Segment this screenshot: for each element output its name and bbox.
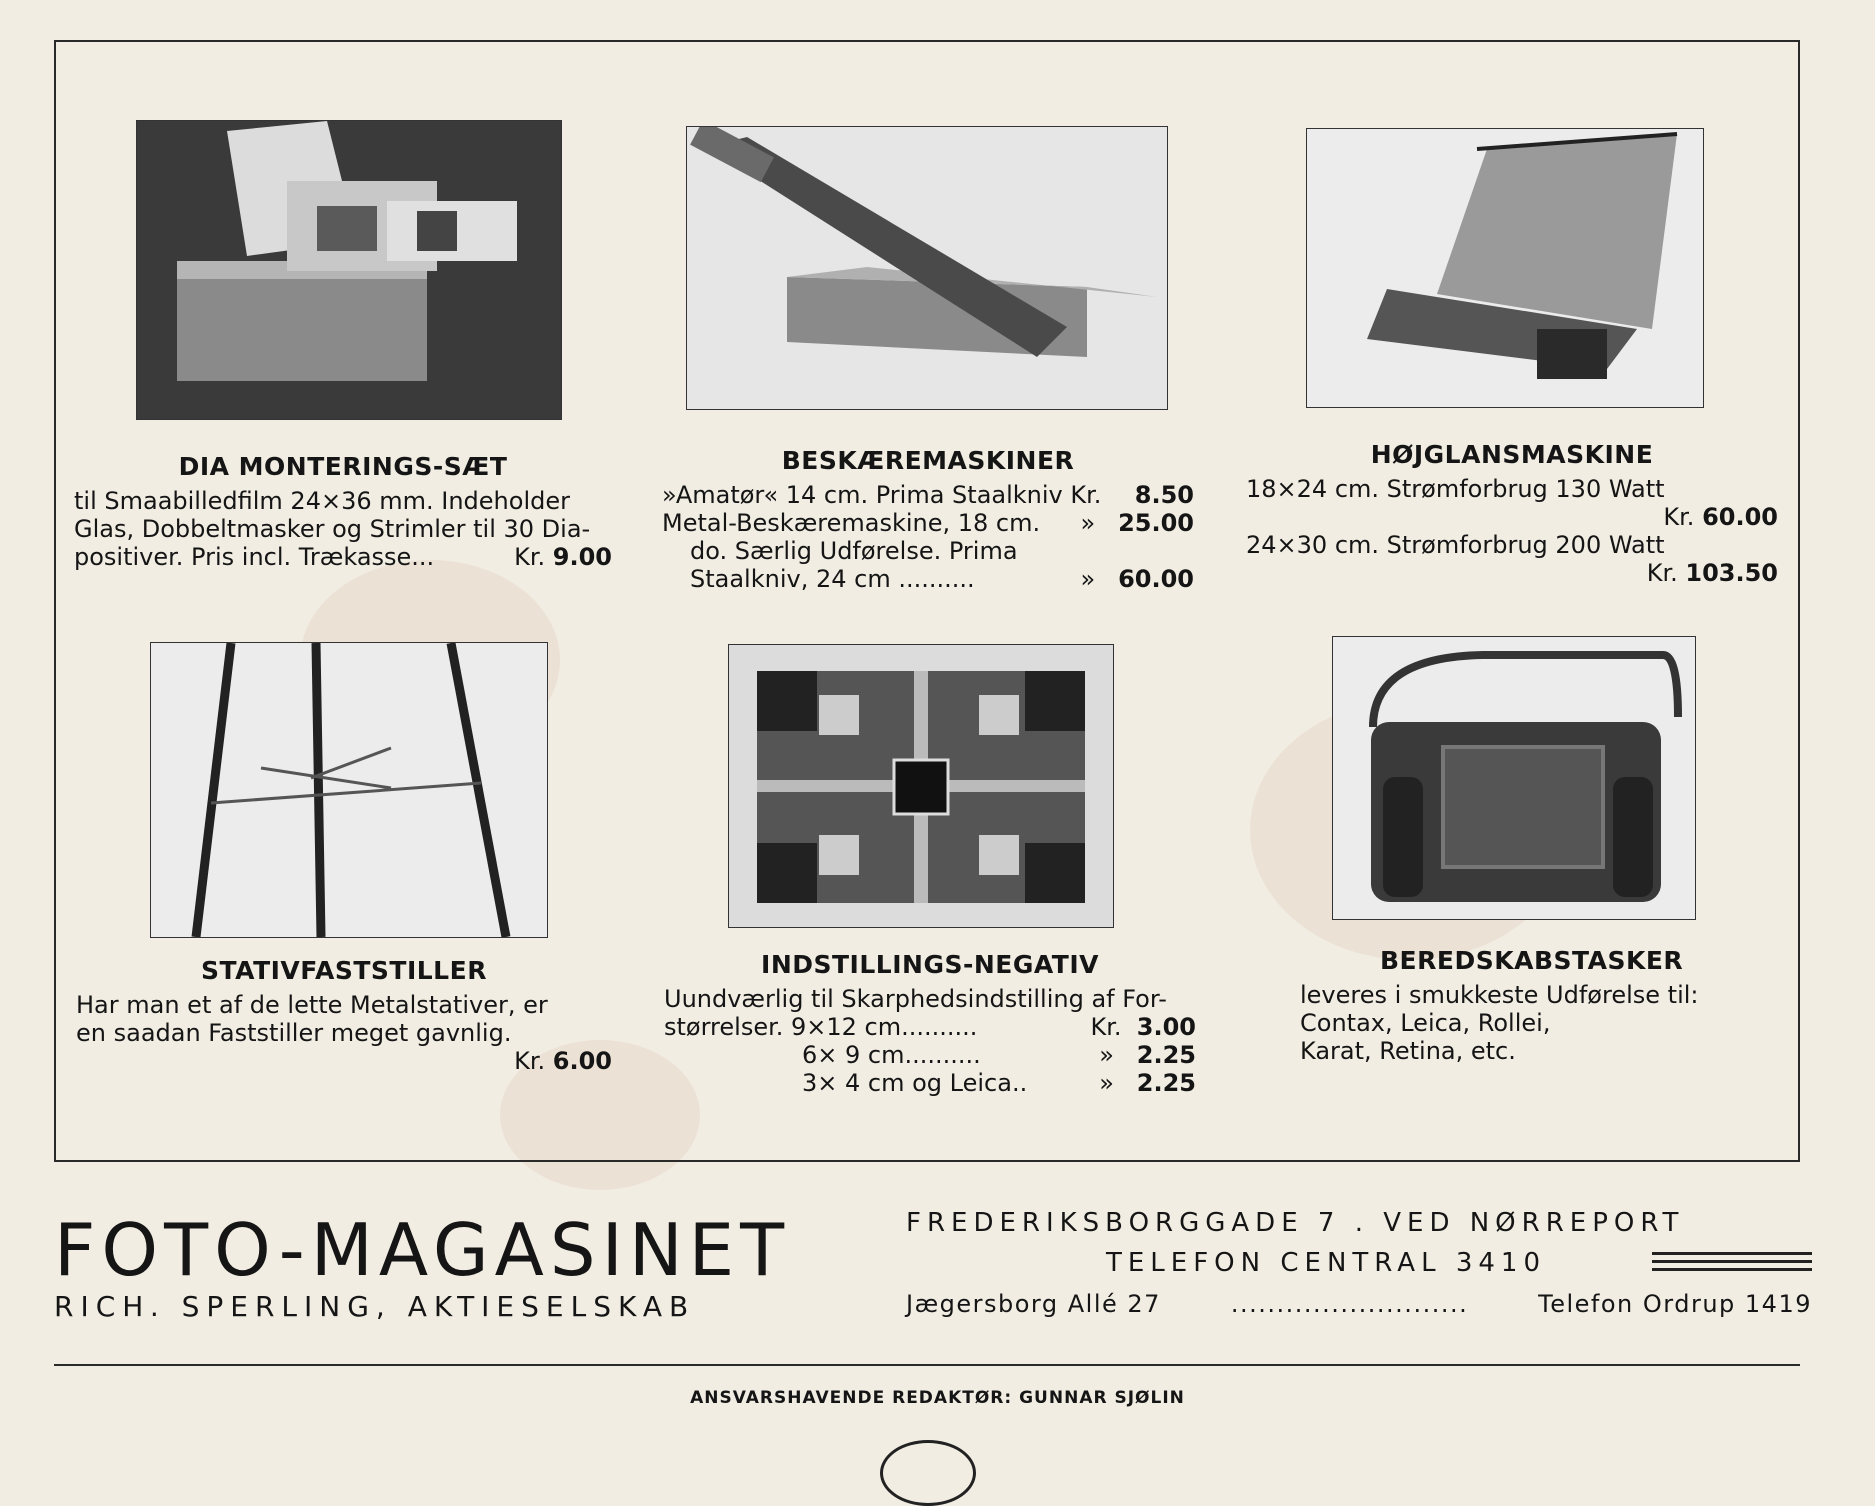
decorative-rules — [1652, 1252, 1812, 1276]
item-title: STATIVFASTSTILLER — [201, 956, 487, 985]
photo-glazing-machine — [1306, 128, 1704, 408]
item-desc-line: Glas, Dobbeltmasker og Strimler til 30 Dia- — [74, 515, 591, 543]
item-desc-line: leveres i smukkeste Udførelse til: — [1300, 981, 1699, 1009]
price-prefix: Kr. — [514, 543, 546, 571]
photo-focusing-negative — [728, 644, 1114, 928]
photo-camera-bag — [1332, 636, 1696, 920]
editor-credit: ANSVARSHAVENDE REDAKTØR: GUNNAR SJØLIN — [690, 1388, 1185, 1408]
price-prefix: Kr. — [1663, 503, 1695, 531]
item-desc-line: 3× 4 cm og Leica.. — [802, 1069, 1028, 1097]
company-name: RICH. SPERLING, AKTIESELSKAB — [54, 1290, 696, 1323]
item-title: INDSTILLINGS-NEGATIV — [761, 950, 1099, 979]
price: 60.00 — [1118, 565, 1194, 593]
item-desc-line: do. Særlig Udførelse. Prima — [690, 537, 1018, 565]
item-desc-line: en saadan Faststiller meget gavnlig. — [76, 1019, 512, 1047]
address-branch: Jægersborg Allé 27 — [906, 1290, 1161, 1318]
leader-dots: .......................... — [1230, 1290, 1469, 1318]
item-dia-monterings — [74, 452, 612, 571]
price: 3.00 — [1136, 1013, 1196, 1041]
photo-dia-kit — [136, 120, 562, 420]
item-title: BEREDSKABSTASKER — [1380, 946, 1684, 975]
footer-rule — [54, 1364, 1800, 1366]
item-indstillings-negativ — [664, 950, 1196, 1097]
item-desc-line: 6× 9 cm.......... — [802, 1041, 981, 1069]
price: 25.00 — [1118, 509, 1194, 537]
price-prefix: Kr. — [514, 1047, 546, 1075]
item-beskaeremaskiner — [662, 446, 1194, 593]
item-desc-line: 18×24 cm. Strømforbrug 130 Watt — [1246, 475, 1665, 503]
ditto-mark: » — [1099, 1069, 1114, 1097]
phone-branch: Telefon Ordrup 1419 — [1538, 1290, 1812, 1318]
item-desc-line: Metal-Beskæremaskine, 18 cm. — [662, 509, 1041, 537]
price: 9.00 — [552, 543, 612, 571]
item-stativfaststiller — [76, 956, 612, 1075]
item-desc-line: Karat, Retina, etc. — [1300, 1037, 1516, 1065]
item-desc-line: Staalkniv, 24 cm .......... — [690, 565, 975, 593]
photo-tripod-stabilizer — [150, 642, 548, 938]
item-desc-line: »Amatør« 14 cm. Prima Staalkniv Kr. — [662, 481, 1102, 509]
ditto-mark: » — [1080, 565, 1096, 593]
item-title: BESKÆREMASKINER — [781, 446, 1075, 475]
branch-line — [906, 1290, 1812, 1318]
item-hojglansmaskine — [1246, 440, 1778, 587]
item-desc-line: positiver. Pris incl. Trækasse... — [74, 543, 435, 571]
item-title: HØJGLANSMASKINE — [1370, 440, 1654, 469]
ditto-mark: » — [1080, 509, 1096, 537]
price: 2.25 — [1136, 1041, 1196, 1069]
price-prefix: Kr. — [1090, 1013, 1122, 1041]
printer-stamp — [880, 1440, 976, 1506]
ditto-mark: » — [1099, 1041, 1114, 1069]
item-desc-line: størrelser. 9×12 cm.......... — [664, 1013, 978, 1041]
price: 8.50 — [1134, 481, 1194, 509]
phone-main: TELEFON CENTRAL 3410 — [1106, 1248, 1546, 1278]
price: 103.50 — [1685, 559, 1778, 587]
item-beredskabstasker — [1300, 946, 1740, 1065]
item-desc-line: til Smaabilledfilm 24×36 mm. Indeholder — [74, 487, 570, 515]
item-title: DIA MONTERINGS-SÆT — [178, 452, 508, 481]
price: 6.00 — [552, 1047, 612, 1075]
item-desc-line: Har man et af de lette Metalstativer, er — [76, 991, 548, 1019]
brand-name: FOTO-MAGASINET — [54, 1208, 791, 1292]
price: 60.00 — [1702, 503, 1778, 531]
price: 2.25 — [1136, 1069, 1196, 1097]
item-desc-line: Contax, Leica, Rollei, — [1300, 1009, 1551, 1037]
item-desc-line: 24×30 cm. Strømforbrug 200 Watt — [1246, 531, 1665, 559]
price-prefix: Kr. — [1646, 559, 1678, 587]
photo-paper-cutter — [686, 126, 1168, 410]
address-main: FREDERIKSBORGGADE 7 . VED NØRREPORT — [906, 1208, 1685, 1238]
item-desc-line: Uundværlig til Skarphedsindstilling af For- — [664, 985, 1167, 1013]
